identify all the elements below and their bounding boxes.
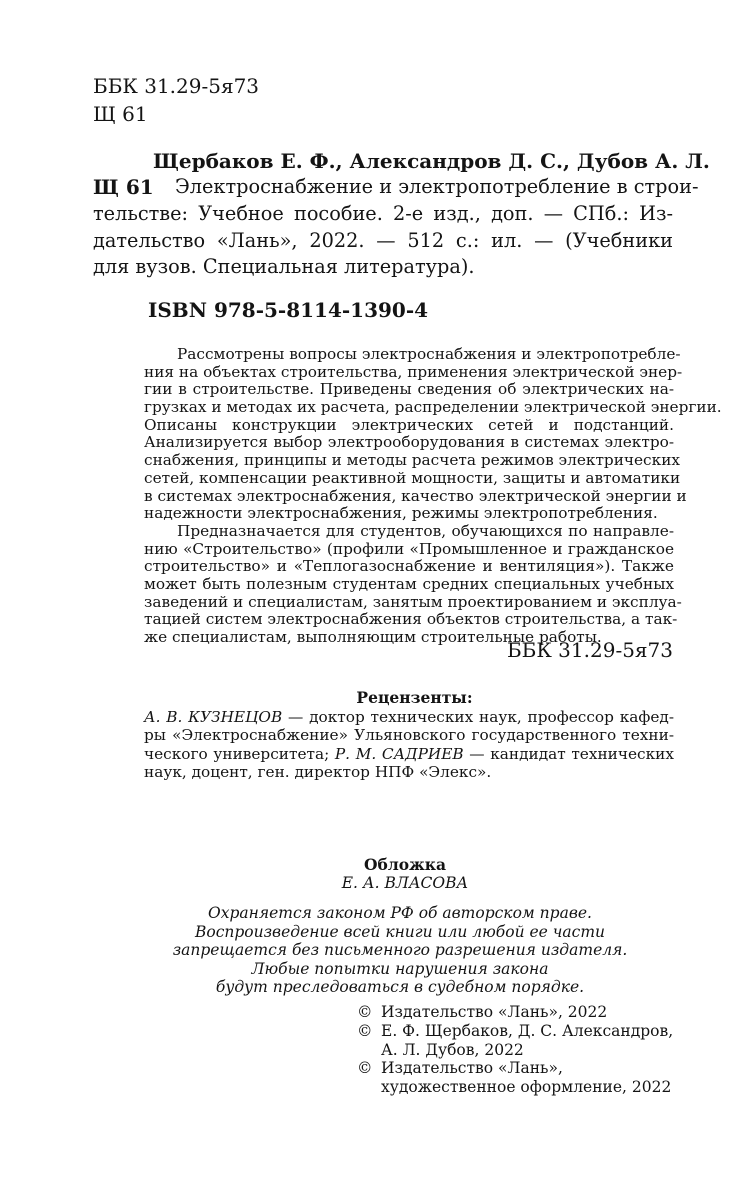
copyright-symbol: © (357, 1059, 373, 1078)
reviewers-line: наук, доцент, ген. директор НПФ «Элекс». (144, 763, 492, 782)
cover-heading: Обложка (364, 855, 446, 874)
bib-line: тельстве: Учебное пособие. 2-е изд., доп. — СПб.: Из- (93, 201, 673, 225)
abstract-line: строительство» и «Теплогазоснабжение и вентиляция»). Также (144, 557, 674, 576)
authors: Щербаков Е. Ф., Александров Д. С., Дубов А. Л. (153, 149, 710, 173)
copyright-symbol: © (357, 1003, 373, 1021)
reviewers-line: ры «Электроснабжение» Ульяновского государственного техни- (144, 726, 674, 745)
bbk-code-bottom: ББК 31.29-5я73 (506, 638, 673, 662)
reviewers-line: ческого университета; Р. М. САДРИЕВ — кандидат технических (144, 744, 674, 763)
abstract-line: Рассмотрены вопросы электроснабжения и электропотребле- (177, 345, 681, 363)
abstract (144, 345, 722, 647)
author-mark-code: Щ 61 (93, 175, 154, 199)
bbk-code: ББК 31.29-5я73 (93, 74, 260, 98)
abstract-line: сетей, компенсации реактивной мощности, защиты и автоматики (144, 468, 681, 487)
copyright-notice (0, 904, 755, 997)
notice-line: Любые попытки нарушения закона (251, 959, 549, 978)
copyright-entry: © Е. Ф. Щербаков, Д. С. Александров, А. Л. Дубов, 2022 (357, 1021, 674, 1059)
reviewers-heading: Рецензенты: (356, 688, 473, 707)
notice-line: Воспроизведение всей книги или любой ее части (194, 922, 606, 941)
abstract-line: Описаны конструкции электрических сетей и подстанций. (144, 415, 674, 434)
copyright-symbol: © (357, 1021, 373, 1040)
bib-line: для вузов. Специальная литература). (93, 255, 475, 279)
abstract-line: Анализируется выбор электрооборудования в системах электро- (144, 433, 674, 452)
abstract-line: надежности электроснабжения, режимы электропотребления. (144, 504, 658, 523)
copyright-holders (357, 1003, 673, 1097)
abstract-line: грузках и методах их расчета, распределении электрической энергии. (144, 398, 722, 417)
cover-credit (0, 855, 755, 893)
copyright-entry: © Издательство «Лань», художественное оформление, 2022 (357, 1059, 672, 1097)
notice-line: будут преследоваться в судебном порядке. (215, 978, 585, 997)
copyright-entry: © Издательство «Лань», 2022 (357, 1003, 608, 1021)
classification-block (93, 72, 259, 128)
notice-line: Охраняется законом РФ об авторском праве. (208, 904, 592, 922)
abstract-line: тацией систем электроснабжения объектов строительства, а так- (144, 610, 678, 629)
reviewers-line: А. В. КУЗНЕЦОВ — доктор технических наук, профессор кафед- (144, 708, 674, 726)
bib-line: Электроснабжение и электропотребление в строи- (175, 175, 699, 198)
reviewer-name: А. В. КУЗНЕЦОВ (144, 708, 283, 726)
isbn: ISBN 978-5-8114-1390-4 (148, 298, 429, 322)
abstract-line: в системах электроснабжения, качество электрической энергии и (144, 486, 687, 505)
cover-designer: Е. А. ВЛАСОВА (341, 874, 469, 892)
abstract-line: может быть полезным студентам средних специальных учебных (144, 574, 674, 593)
bib-line: дательство «Лань», 2022. — 512 с.: ил. — (Учебники (93, 228, 673, 252)
abstract-line: нию «Строительство» (профили «Промышленное и гражданское (144, 539, 674, 558)
abstract-line: же специалистам, выполняющим строительные работы. (144, 628, 602, 646)
abstract-line: Предназначается для студентов, обучающихся по направле- (177, 521, 674, 540)
abstract-line: ния на объектах строительства, применения электрической энер- (144, 362, 683, 381)
notice-line: запрещается без письменного разрешения издателя. (172, 941, 628, 960)
abstract-line: заведений и специалистам, занятым проектированием и эксплуа- (144, 592, 682, 611)
bibliographic-description (93, 174, 699, 281)
abstract-line: снабжения, принципы и методы расчета режимов электрических (144, 451, 681, 470)
reviewer-name: Р. М. САДРИЕВ (334, 744, 464, 763)
reviewers-block (144, 708, 674, 782)
author-mark: Щ 61 (93, 102, 148, 126)
abstract-line: гии в строительстве. Приведены сведения об электрических на- (144, 380, 674, 399)
